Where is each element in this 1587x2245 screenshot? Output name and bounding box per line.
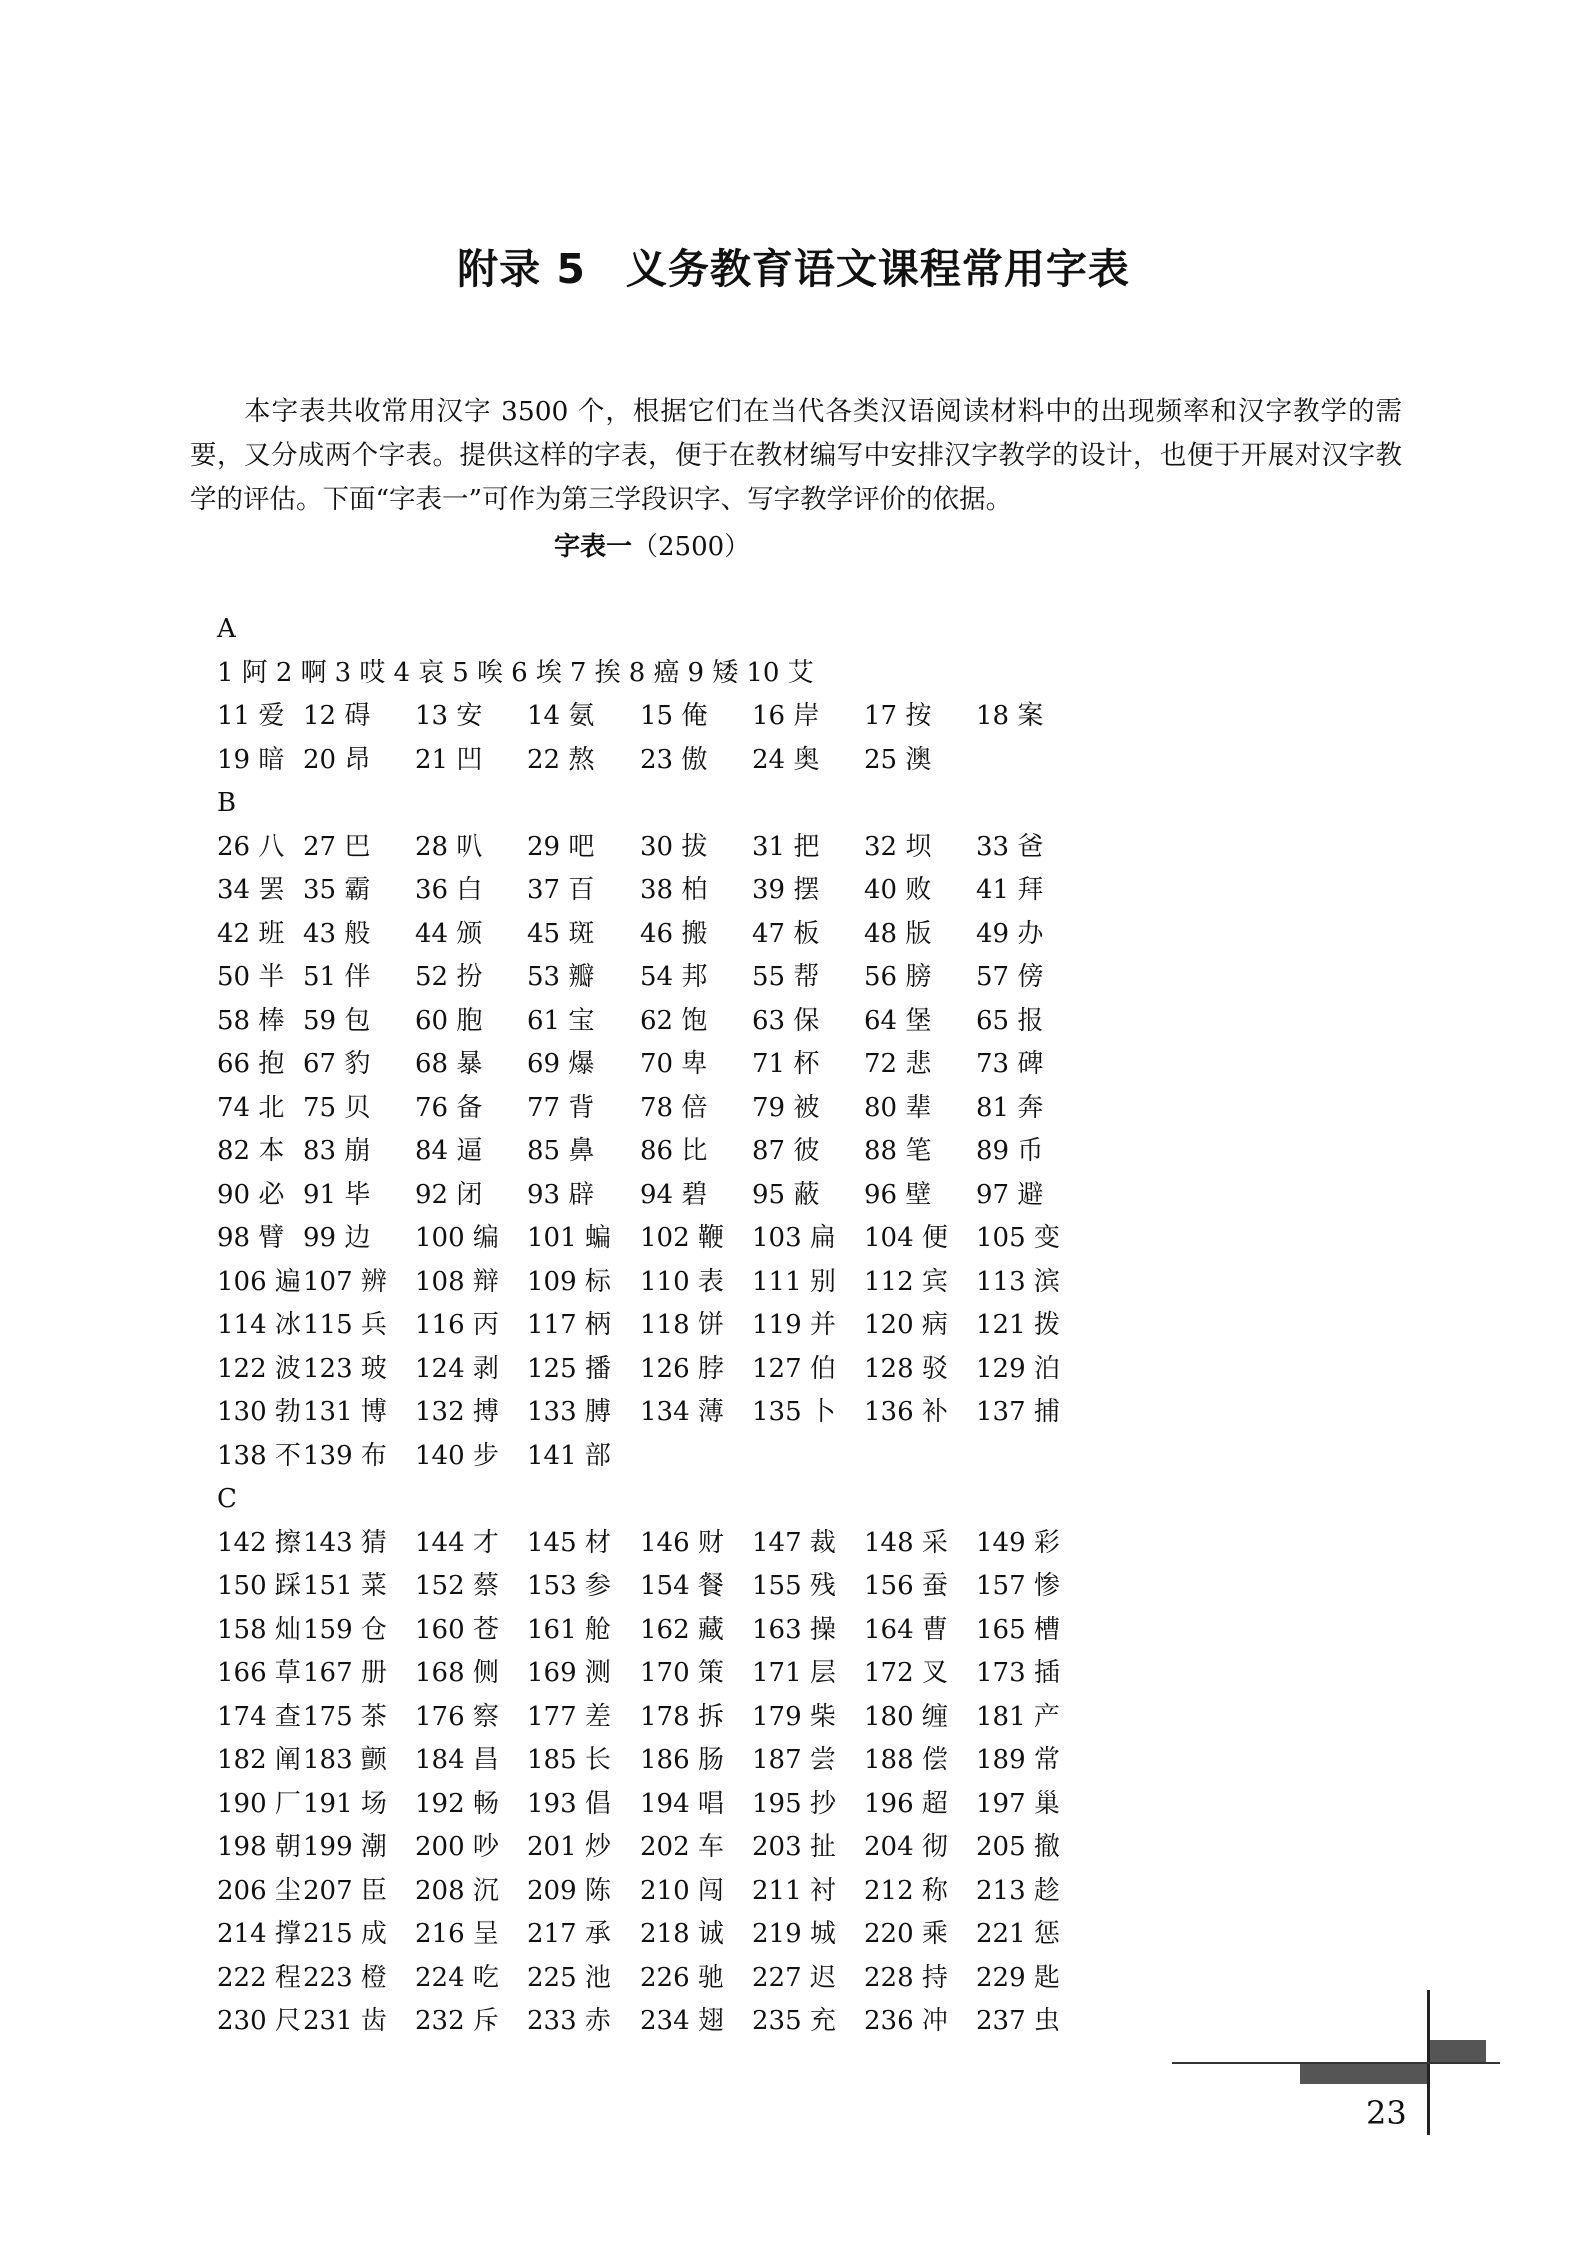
character-entry: 168 侧 [415,1658,499,1688]
character-entry: 89 币 [976,1136,1044,1166]
character-entry: 40 败 [864,875,932,905]
character-row [217,1087,1044,1131]
section-letter-row [217,782,822,826]
character-entry: 112 宾 [864,1266,948,1297]
character-entry: 133 膊 [527,1397,611,1427]
character-entry: 76 备 [415,1092,483,1123]
character-entry: 198 朝 [217,1832,301,1862]
character-entry: 220 乘 [864,1919,948,1949]
character-entry: 136 补 [864,1397,948,1427]
character-entry: 177 差 [527,1701,611,1732]
character-entry: 234 翅 [640,2006,724,2036]
character-entry: 150 踩 [217,1571,301,1601]
character-row [217,1348,1060,1392]
character-entry: 97 避 [976,1179,1044,1210]
character-entry: 165 槽 [976,1614,1060,1645]
character-entry: 149 彩 [976,1527,1060,1558]
section-letter: C [217,1484,237,1514]
character-entry: 64 堡 [864,1005,932,1036]
character-entry: 218 诚 [640,1919,724,1949]
character-entry: 188 偿 [864,1745,948,1775]
character-entry: 161 舱 [527,1614,611,1645]
character-entry: 17 按 [864,701,932,731]
section-letter: A [217,614,236,644]
section-letter-row [217,1478,822,1522]
section-letter: B [217,788,237,818]
character-entry: 24 奥 [752,744,820,775]
character-entry: 11 爱 [217,701,285,731]
character-entry: 126 脖 [640,1353,724,1384]
character-entry: 141 部 [527,1440,611,1471]
character-entry: 54 邦 [640,962,708,992]
character-entry: 88 笔 [864,1136,932,1166]
character-entry: 192 畅 [415,1788,499,1819]
character-entry: 186 肠 [640,1745,724,1775]
character-entry: 205 撤 [976,1832,1060,1862]
subtitle-label: 字表一 [554,532,633,562]
character-entry: 7 挨 [569,657,621,688]
character-entry: 213 趁 [976,1875,1060,1906]
character-entry: 10 艾 [746,657,814,688]
character-entry: 139 布 [303,1440,387,1471]
character-entry: 230 尺 [217,2006,301,2036]
character-entry: 16 岸 [752,701,820,731]
character-entry: 82 本 [217,1136,285,1166]
character-entry: 157 惨 [976,1571,1060,1601]
character-entry: 83 崩 [303,1136,371,1166]
table-subtitle [554,526,750,563]
character-row [217,695,1044,739]
character-entry: 131 博 [303,1397,387,1427]
character-entry: 202 车 [640,1832,724,1862]
character-entry: 231 齿 [303,2006,387,2036]
character-entry: 235 充 [752,2006,836,2036]
character-entry: 67 豹 [303,1049,371,1079]
character-row [217,1913,1060,1957]
character-entry: 62 饱 [640,1005,708,1036]
character-entry: 151 菜 [303,1571,387,1601]
character-entry: 37 百 [527,875,595,905]
character-entry: 225 池 [527,1962,611,1993]
character-entry: 174 查 [217,1701,301,1732]
character-entry: 22 熬 [527,744,595,775]
character-entry: 8 癌 [628,657,680,688]
character-row [217,2000,1060,2044]
character-row [217,1043,1044,1087]
character-entry: 14 氨 [527,701,595,731]
character-entry: 53 瓣 [527,962,595,992]
character-entry: 3 哎 [334,657,386,688]
character-entry: 159 仓 [303,1614,387,1645]
section-letter-row [217,608,822,652]
character-entry: 127 伯 [752,1353,836,1384]
character-row [217,1304,1060,1348]
character-entry: 219 城 [752,1919,836,1949]
character-entry: 75 贝 [303,1092,371,1123]
character-entry: 154 餐 [640,1571,724,1601]
character-entry: 135 卜 [752,1397,836,1427]
character-entry: 18 案 [976,701,1044,731]
character-entry: 189 常 [976,1745,1060,1775]
character-entry: 41 拜 [976,875,1044,905]
character-row [217,652,822,696]
character-table [217,608,1060,2044]
character-entry: 153 参 [527,1571,611,1601]
character-entry: 48 版 [864,918,932,949]
character-entry: 171 层 [752,1658,836,1688]
character-entry: 114 冰 [217,1310,301,1340]
intro-text: 本字表共收常用汉字 3500 个，根据它们在当代各类汉语阅读材料中的出现频率和汉字教学的需要，又分成两个字表。提供这样的字表，便于在教材编写中安排汉字教学的设计，也便于开展对汉字教学的评估。下面“字表一”可作为第三学段识字、写字教学评价的依据。 [190,396,1402,515]
character-entry: 195 抄 [752,1788,836,1819]
character-entry: 98 臂 [217,1223,285,1253]
character-entry: 206 尘 [217,1875,301,1906]
character-entry: 74 北 [217,1092,285,1123]
character-entry: 229 匙 [976,1962,1060,1993]
character-entry: 115 兵 [303,1310,387,1340]
character-entry: 179 柴 [752,1701,836,1732]
character-entry: 187 尝 [752,1745,836,1775]
character-entry: 200 吵 [415,1832,499,1862]
character-entry: 113 滨 [976,1266,1060,1297]
character-entry: 50 半 [217,962,285,992]
character-entry: 26 八 [217,831,285,862]
character-row [217,1609,1060,1653]
character-entry: 78 倍 [640,1092,708,1123]
character-entry: 129 泊 [976,1353,1060,1384]
character-entry: 42 班 [217,918,285,949]
character-entry: 66 抱 [217,1049,285,1079]
character-entry: 2 啊 [275,657,327,688]
character-entry: 130 勃 [217,1397,301,1427]
character-entry: 122 波 [217,1353,301,1384]
character-entry: 152 蔡 [415,1571,499,1601]
character-row [217,1652,1060,1696]
character-entry: 80 辈 [864,1092,932,1123]
character-entry: 102 鞭 [640,1223,724,1253]
character-entry: 4 哀 [393,657,445,688]
character-entry: 222 程 [217,1962,301,1993]
character-entry: 69 爆 [527,1049,595,1079]
character-entry: 35 霸 [303,875,371,905]
character-entry: 156 蚕 [864,1571,948,1601]
character-entry: 185 长 [527,1745,611,1775]
character-entry: 25 澳 [864,744,932,775]
character-entry: 215 成 [303,1919,387,1949]
character-entry: 123 玻 [303,1353,387,1384]
character-entry: 95 蔽 [752,1179,820,1210]
character-row [217,1261,1060,1305]
character-entry: 70 卑 [640,1049,708,1079]
character-entry: 164 曹 [864,1614,948,1645]
character-entry: 166 草 [217,1658,301,1688]
character-entry: 46 搬 [640,918,708,949]
character-entry: 193 倡 [527,1788,611,1819]
character-entry: 30 拔 [640,831,708,862]
character-entry: 29 吧 [527,831,595,862]
character-row [217,1739,1060,1783]
footer-decoration-bar [1430,2040,1486,2062]
character-entry: 182 阐 [217,1745,301,1775]
character-entry: 1 阿 [217,657,268,688]
character-entry: 120 病 [864,1310,948,1340]
character-entry: 224 吃 [415,1962,499,1993]
character-entry: 199 潮 [303,1832,387,1862]
character-entry: 167 册 [303,1658,387,1688]
character-entry: 207 臣 [303,1875,387,1906]
appendix-number: 附录 5 [457,245,586,293]
character-entry: 79 被 [752,1092,820,1123]
character-entry: 108 辩 [415,1266,499,1297]
character-entry: 61 宝 [527,1005,595,1036]
character-entry: 44 颁 [415,918,483,949]
character-entry: 119 并 [752,1310,836,1340]
character-row [217,1783,1060,1827]
character-entry: 58 棒 [217,1005,285,1036]
page-number: 23 [1366,2094,1407,2132]
character-entry: 116 丙 [415,1310,499,1340]
character-row [217,1435,822,1479]
character-entry: 118 饼 [640,1310,724,1340]
character-entry: 170 策 [640,1658,724,1688]
character-row [217,913,1044,957]
character-entry: 173 插 [976,1658,1060,1688]
character-entry: 169 测 [527,1658,611,1688]
character-entry: 226 驰 [640,1962,724,1993]
footer-decoration-bar [1300,2064,1427,2084]
character-row [217,1000,1044,1044]
character-entry: 96 壁 [864,1179,932,1210]
character-row [217,1130,1044,1174]
character-entry: 92 闭 [415,1179,483,1210]
character-entry: 162 藏 [640,1614,724,1645]
character-entry: 214 撑 [217,1919,301,1949]
character-entry: 15 俺 [640,701,708,731]
character-entry: 77 背 [527,1092,595,1123]
character-entry: 233 赤 [527,2006,611,2036]
character-entry: 134 薄 [640,1397,724,1427]
character-row [217,826,1044,870]
character-entry: 158 灿 [217,1614,301,1645]
character-entry: 194 唱 [640,1788,724,1819]
character-entry: 87 彼 [752,1136,820,1166]
character-entry: 106 遍 [217,1266,301,1297]
character-entry: 140 步 [415,1440,499,1471]
character-entry: 212 称 [864,1875,948,1906]
character-entry: 121 拨 [976,1310,1060,1340]
character-entry: 117 柄 [527,1310,611,1340]
character-entry: 90 必 [217,1179,285,1210]
character-entry: 19 暗 [217,744,285,775]
character-entry: 232 斥 [415,2006,499,2036]
character-entry: 6 埃 [511,657,562,688]
character-entry: 208 沉 [415,1875,499,1906]
character-entry: 142 擦 [217,1527,301,1558]
character-entry: 63 保 [752,1005,820,1036]
character-entry: 52 扮 [415,962,483,992]
character-entry: 100 编 [415,1223,499,1253]
character-row [217,739,932,783]
character-row [217,1522,1060,1566]
character-entry: 20 昂 [303,744,371,775]
page-title [0,236,1587,295]
character-entry: 236 冲 [864,2006,948,2036]
character-entry: 143 猜 [303,1527,387,1558]
character-entry: 45 斑 [527,918,595,949]
character-entry: 210 闯 [640,1875,724,1906]
character-entry: 13 安 [415,701,483,731]
character-entry: 217 承 [527,1919,611,1949]
character-entry: 180 缠 [864,1701,948,1732]
character-entry: 27 巴 [303,831,371,862]
character-entry: 148 采 [864,1527,948,1558]
character-entry: 65 报 [976,1005,1044,1036]
character-entry: 103 扁 [752,1223,836,1253]
character-row [217,956,1044,1000]
character-entry: 110 表 [640,1266,724,1297]
character-entry: 163 操 [752,1614,836,1645]
character-entry: 124 剥 [415,1353,499,1384]
character-entry: 204 彻 [864,1832,948,1862]
character-entry: 111 别 [752,1266,836,1297]
character-entry: 33 爸 [976,831,1044,862]
character-row [217,1696,1060,1740]
character-entry: 176 察 [415,1701,499,1732]
character-entry: 237 虫 [976,2006,1060,2036]
character-entry: 28 叭 [415,831,483,862]
character-entry: 47 板 [752,918,820,949]
character-entry: 72 悲 [864,1049,932,1079]
character-entry: 21 凹 [415,744,483,775]
character-entry: 107 辨 [303,1266,387,1297]
character-entry: 91 毕 [303,1179,371,1210]
character-row [217,1174,1044,1218]
character-entry: 155 残 [752,1571,836,1601]
character-entry: 223 橙 [303,1962,387,1993]
character-entry: 68 暴 [415,1049,483,1079]
character-entry: 93 辟 [527,1179,595,1210]
character-entry: 138 不 [217,1440,301,1471]
character-entry: 38 柏 [640,875,708,905]
character-entry: 128 驳 [864,1353,948,1384]
character-row [217,1565,1060,1609]
character-entry: 84 逼 [415,1136,483,1166]
character-row [217,1391,1060,1435]
character-entry: 209 陈 [527,1875,611,1906]
character-entry: 55 帮 [752,962,820,992]
character-row [217,1870,1060,1914]
character-entry: 81 奔 [976,1092,1044,1123]
character-row [217,1957,1060,2001]
character-entry: 175 茶 [303,1701,387,1732]
character-entry: 147 裁 [752,1527,836,1558]
character-entry: 137 捕 [976,1397,1060,1427]
character-entry: 104 便 [864,1223,948,1253]
subtitle-count: （2500） [632,532,751,562]
character-entry: 71 杯 [752,1049,820,1079]
character-entry: 9 矮 [687,657,739,688]
character-entry: 191 场 [303,1788,387,1819]
character-entry: 196 超 [864,1788,948,1819]
character-entry: 99 边 [303,1223,371,1253]
character-entry: 183 颤 [303,1745,387,1775]
character-entry: 228 持 [864,1962,948,1993]
character-entry: 49 办 [976,918,1044,949]
character-entry: 227 迟 [752,1962,836,1993]
character-entry: 56 膀 [864,962,932,992]
character-entry: 36 白 [415,875,483,905]
character-entry: 109 标 [527,1266,611,1297]
character-entry: 125 播 [527,1353,611,1384]
character-entry: 221 惩 [976,1919,1060,1949]
character-entry: 39 摆 [752,875,820,905]
intro-paragraph [190,390,1402,522]
character-entry: 172 叉 [864,1658,948,1688]
character-entry: 132 搏 [415,1397,499,1427]
character-entry: 181 产 [976,1701,1060,1732]
character-entry: 51 伴 [303,962,371,992]
character-entry: 203 扯 [752,1832,836,1862]
character-entry: 146 财 [640,1527,724,1558]
character-entry: 184 昌 [415,1745,499,1775]
character-entry: 86 比 [640,1136,708,1166]
character-entry: 5 唉 [452,657,504,688]
character-entry: 73 碑 [976,1049,1044,1079]
character-entry: 23 傲 [640,744,708,775]
character-entry: 211 衬 [752,1875,836,1906]
character-entry: 12 碍 [303,701,371,731]
character-entry: 178 拆 [640,1701,724,1732]
appendix-title: 义务教育语文课程常用字表 [625,245,1130,293]
character-entry: 216 呈 [415,1919,499,1949]
character-row [217,1826,1060,1870]
character-entry: 85 鼻 [527,1136,595,1166]
character-entry: 31 把 [752,831,820,862]
character-entry: 144 才 [415,1527,499,1558]
character-entry: 94 碧 [640,1179,708,1210]
character-entry: 197 巢 [976,1788,1060,1819]
character-entry: 59 包 [303,1005,371,1036]
character-entry: 201 炒 [527,1832,611,1862]
character-entry: 34 罢 [217,875,285,905]
character-entry: 105 变 [976,1223,1060,1253]
character-entry: 60 胞 [415,1005,483,1036]
character-entry: 160 苍 [415,1614,499,1645]
character-entry: 145 材 [527,1527,611,1558]
character-entry: 43 般 [303,918,371,949]
character-entry: 101 蝙 [527,1223,611,1253]
character-entry: 32 坝 [864,831,932,862]
character-row [217,1217,1060,1261]
character-row [217,869,1044,913]
character-entry: 57 傍 [976,962,1044,992]
character-entry: 190 厂 [217,1788,301,1819]
